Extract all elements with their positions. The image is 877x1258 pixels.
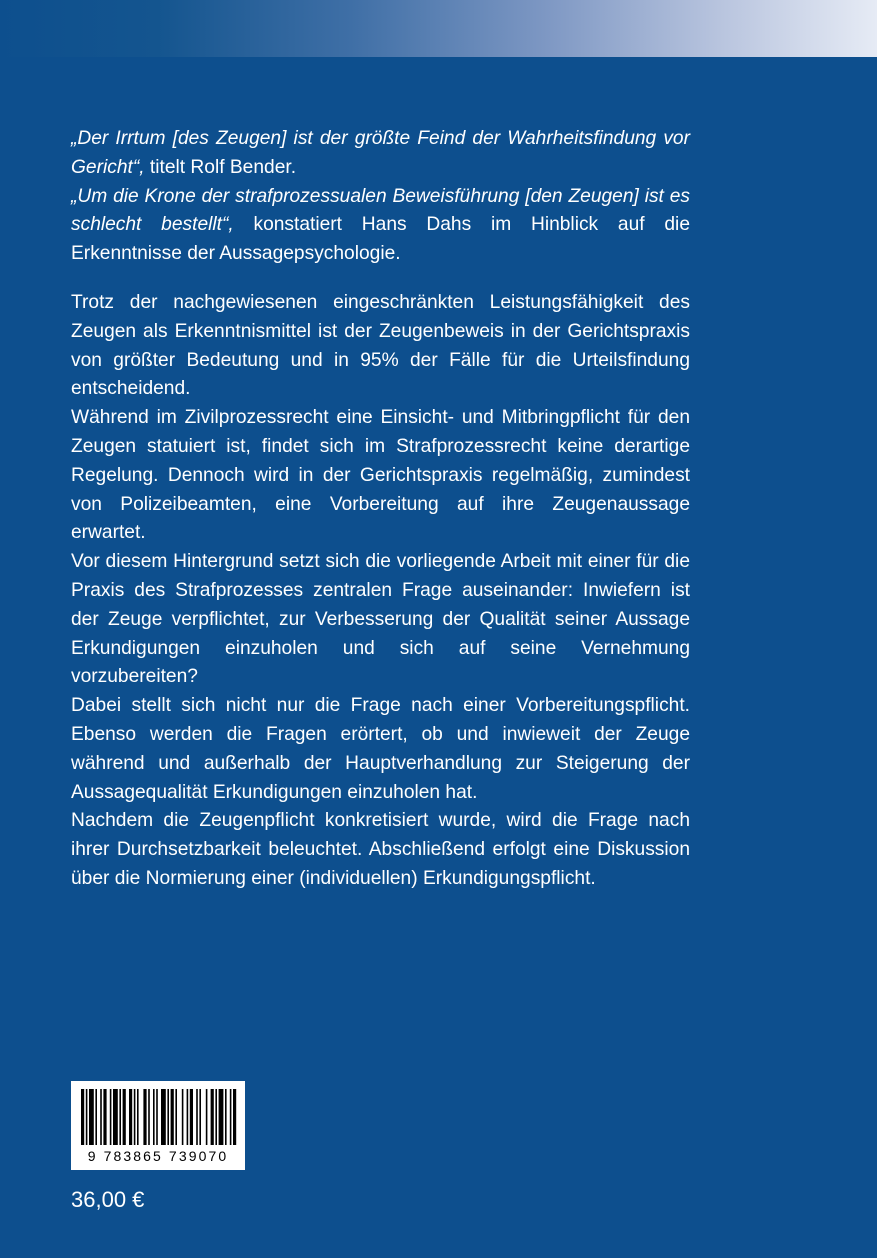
top-gradient-band <box>0 0 877 57</box>
barcode-bar <box>225 1089 227 1145</box>
barcode-bar <box>129 1089 132 1145</box>
barcode-bar <box>110 1089 112 1145</box>
quote-dahs: „Um die Krone der strafprozessualen Beweisführung [den Zeugen] ist es schlecht bestellt“, <box>71 185 690 236</box>
barcode-bar <box>161 1089 166 1145</box>
barcode-bar <box>86 1089 88 1145</box>
barcode-digits: 9 783865 739070 <box>87 1148 229 1164</box>
barcode-bar <box>156 1089 158 1145</box>
intro-quotes-paragraph <box>71 125 690 269</box>
barcode-bar <box>215 1089 217 1145</box>
barcode-bar <box>219 1089 224 1145</box>
barcode-bar <box>175 1089 177 1145</box>
barcode-bar <box>143 1089 146 1145</box>
barcode-bar <box>81 1089 84 1145</box>
barcode-bar <box>190 1089 193 1145</box>
barcode-bar <box>137 1089 139 1145</box>
barcode-bar <box>95 1089 97 1145</box>
barcode-bar <box>211 1089 214 1145</box>
barcode-bar <box>196 1089 198 1145</box>
barcode-bar <box>230 1089 232 1145</box>
paragraph-scope: Dabei stellt sich nicht nur die Frage nach einer Vorbereitungspflicht. Ebenso werden die Fragen erörtert, ob und inwieweit der Zeuge während und außerhalb der Hauptverhandlung zur Steigerung der Aussagequalität Erkundigungen einzuholen hat. <box>71 695 690 803</box>
isbn-barcode <box>71 1081 245 1170</box>
barcode-bar <box>103 1089 106 1145</box>
paragraph-significance: Trotz der nachgewiesenen eingeschränkten Leistungsfähigkeit des Zeugen als Erkenntnismittel ist der Zeugenbeweis in der Gerichtspraxis von größter Bedeutung und in 95% der Fälle für die Urteilsfindung entscheidend. <box>71 291 690 400</box>
quote-bender-attribution: titelt Rolf Bender. <box>144 156 297 178</box>
barcode-bar <box>187 1089 189 1145</box>
quote-dahs-attribution: konstatiert Hans Dahs im Hinblick auf die Erkenntnisse der Aussagepsychologie. <box>71 214 690 265</box>
barcode-bar <box>123 1089 126 1145</box>
price: 36,00 € <box>71 1187 145 1212</box>
barcode-bar <box>119 1089 121 1145</box>
barcode-bar <box>113 1089 118 1145</box>
barcode-bar <box>206 1089 208 1145</box>
paragraph-conclusion: Nachdem die Zeugenpflicht konkretisiert wurde, wird die Frage nach ihrer Durchsetzbarkeit beleuchtet. Abschließend erfolgt eine Diskussion über die Normierung einer (individuellen) Erkundigungspflicht. <box>71 810 690 889</box>
paragraph-research-question: Vor diesem Hintergrund setzt sich die vorliegende Arbeit mit einer für die Praxis des Strafprozesses zentralen Frage auseinander: Inwiefern ist der Zeuge verpflichtet, zur Verbesserung der Qualität seiner Aussage Erkundigungen einzuholen und sich auf seine Vernehmung vorzubereiten? <box>71 551 690 688</box>
barcode-bar <box>148 1089 150 1145</box>
paragraph-legal-situation: Während im Zivilprozessrecht eine Einsicht- und Mitbringpflicht für den Zeugen statuiert ist, findet sich im Strafprozessrecht keine derartige Regelung. Dennoch wird in der Gerichtspraxis regelmäßig, zumindest von Polizeibeamten, eine Vorbereitung auf ihre Zeugenaussage erwartet. <box>71 407 690 544</box>
barcode-bars <box>79 1089 237 1147</box>
barcode-bar <box>182 1089 184 1145</box>
barcode-bar <box>199 1089 201 1145</box>
barcode-bar <box>100 1089 102 1145</box>
barcode-bar <box>167 1089 169 1145</box>
barcode-bar <box>153 1089 155 1145</box>
barcode-bar <box>233 1089 236 1145</box>
barcode-bar <box>171 1089 174 1145</box>
barcode-bar <box>134 1089 136 1145</box>
barcode-bar <box>89 1089 94 1145</box>
quote-bender: „Der Irrtum [des Zeugen] ist der größte Feind der Wahrheitsfindung vor Gericht“, <box>71 128 690 178</box>
back-cover-blurb <box>71 125 690 894</box>
